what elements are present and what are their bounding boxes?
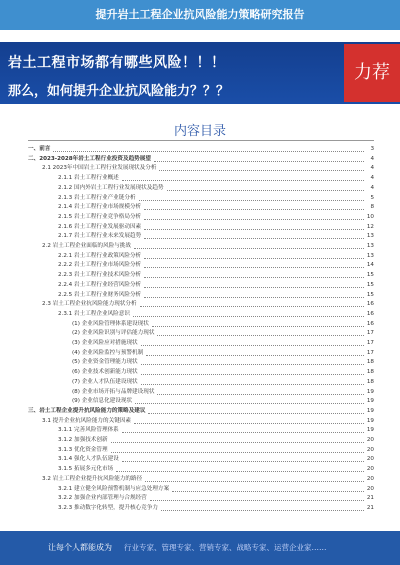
footer-slogan: 让每个人都能成为	[48, 543, 112, 552]
toc-leader-dots	[122, 432, 364, 433]
toc-entry[interactable]	[28, 407, 374, 416]
toc-entry[interactable]	[58, 310, 374, 319]
toc-entry[interactable]	[58, 203, 374, 212]
toc-leader-dots	[172, 491, 364, 492]
toc-entry-title: 2.2.4 岩土工程行业经营风险分析	[58, 281, 142, 288]
toc-entry[interactable]	[58, 504, 374, 513]
toc-entry[interactable]	[58, 494, 374, 503]
toc-entry-title: (2) 企业风险识别与评估能力现状	[72, 330, 155, 337]
toc-entry-title: 三、岩土工程企业提升抗风险能力的策略及建议	[28, 407, 146, 414]
toc-leader-dots	[134, 423, 364, 424]
toc-entry-title: 2.1.5 岩土工程行业竞争格局分析	[58, 213, 142, 220]
toc-leader-dots	[140, 306, 364, 307]
report-header-bar	[0, 0, 400, 30]
toc-entry-page: 20	[366, 466, 374, 473]
toc-entry-title: 3.2 岩土工程企业提升抗风险能力的路径	[42, 475, 143, 482]
toc-entry[interactable]	[58, 174, 374, 183]
toc-entry-title: (9) 企业信息化建设现状	[72, 398, 133, 405]
toc-leader-dots	[146, 355, 364, 356]
toc-entry[interactable]	[72, 378, 374, 387]
hero-subheadline: 那么，如何提升企业抗风险能力？？？	[8, 84, 230, 99]
toc-entry-page: 8	[370, 204, 374, 211]
toc-entry[interactable]	[72, 368, 374, 377]
toc-entry[interactable]	[58, 485, 374, 494]
toc-entry-title: (5) 企业资金管理能力现状	[72, 359, 138, 366]
toc-entry-title: 3.1.2 加强技术创新	[58, 437, 108, 443]
toc-leader-dots	[133, 316, 364, 317]
toc-entry[interactable]	[58, 281, 374, 290]
toc-leader-dots	[141, 374, 364, 375]
toc-entry[interactable]	[72, 320, 374, 329]
toc-leader-dots	[144, 267, 364, 268]
toc-entry-title: 2.2.3 岩土工程行业技术风险分析	[58, 272, 142, 279]
toc-entry[interactable]	[42, 242, 374, 251]
toc-entry[interactable]	[28, 145, 374, 154]
toc-entry-page: 12	[366, 223, 374, 230]
toc-entry-page: 3	[370, 146, 374, 152]
toc-entry-title: 2.1.1 岩土工程行业概述	[58, 175, 119, 182]
report-title: 提升岩土工程企业抗风险能力策略研究报告	[95, 8, 305, 21]
toc-entry-title: 2.1.7 岩土工程行业未来发展趋势	[58, 233, 142, 240]
toc-entry-page: 4	[370, 165, 374, 172]
toc-leader-dots	[144, 219, 364, 220]
toc-entry-title: 2.2.1 岩土工程行业政策风险分析	[58, 252, 142, 259]
hero-headline: 岩土工程市场都有哪些风险！！！	[8, 55, 226, 71]
toc-entry-title: 3.1.1 完善风险管理体系	[58, 427, 119, 434]
toc-entry-page: 10	[366, 213, 374, 220]
toc-entry[interactable]	[58, 252, 374, 261]
toc-leader-dots	[161, 510, 364, 511]
toc-entry-page: 18	[366, 378, 374, 385]
toc-leader-dots	[144, 229, 364, 230]
toc-entry[interactable]	[58, 465, 374, 474]
toc-entry-title: (4) 企业风险监控与预警机制	[72, 349, 144, 356]
toc-entry[interactable]	[72, 388, 374, 397]
toc-entry-page: 15	[366, 281, 374, 288]
toc-entry-page: 21	[366, 504, 374, 511]
toc-entry[interactable]	[58, 271, 374, 280]
toc-entry[interactable]	[72, 397, 374, 406]
toc-entry-page: 16	[366, 320, 374, 327]
toc-title: 内容目录	[173, 124, 226, 139]
toc-leader-dots	[135, 403, 364, 404]
toc-entry-title: (3) 企业风险应对措施现状	[72, 340, 138, 346]
toc-entry-page: 19	[366, 388, 374, 395]
toc-entry-page: 13	[366, 233, 374, 240]
toc-entry-title: (6) 企业技术创新能力现状	[72, 369, 138, 376]
toc-entry[interactable]	[72, 339, 374, 348]
toc-entry-title: 2.1.3 岩土工程行业产业链分析	[58, 194, 136, 201]
toc-leader-dots	[152, 326, 364, 327]
toc-leader-dots	[111, 442, 364, 443]
toc-entry[interactable]	[42, 417, 374, 426]
toc-entry-title: 2.2 岩土工程企业面临的风险与挑战	[42, 243, 131, 249]
toc-entry-page: 19	[366, 398, 374, 405]
toc-entry-page: 17	[366, 349, 374, 356]
toc-entry-title: (7) 企业人才队伍建设现状	[72, 378, 138, 385]
toc-leader-dots	[167, 190, 364, 191]
toc-leader-dots	[141, 364, 364, 365]
footer-roles: 行业专家、管理专家、营销专家、战略专家、运营企业家……	[124, 543, 327, 552]
toc-entry-title: 2.3.1 岩土工程企业风险意识	[58, 310, 130, 317]
toc-entry-page: 20	[366, 446, 374, 453]
toc-entry-title: 2.2.5 岩土工程行业财务风险分析	[58, 291, 142, 298]
toc-leader-dots	[144, 277, 364, 278]
toc-entry-page: 18	[366, 369, 374, 376]
toc-leader-dots	[141, 384, 364, 385]
toc-entry[interactable]	[58, 213, 374, 222]
toc-leader-dots	[139, 200, 364, 201]
toc-entry-page: 16	[366, 301, 374, 308]
toc-leader-dots	[122, 461, 364, 462]
toc-leader-dots	[144, 287, 364, 288]
toc-entry[interactable]	[42, 300, 374, 309]
toc-entry-title: 3.2.1 建立健全风险预警机制与应急处理方案	[58, 485, 170, 492]
toc-entry-page: 20	[366, 475, 374, 482]
toc-entry-page: 18	[366, 359, 374, 366]
toc-leader-dots	[122, 180, 364, 181]
toc-leader-dots	[144, 238, 364, 239]
toc-entry-page: 13	[366, 243, 374, 249]
table-of-contents	[28, 140, 374, 521]
toc-entry[interactable]	[72, 329, 374, 338]
toc-leader-dots	[116, 471, 364, 472]
toc-entry-title: 一、前言	[28, 146, 51, 152]
toc-entry-page: 4	[370, 155, 374, 162]
hero-banner	[0, 42, 400, 104]
toc-leader-dots	[134, 248, 364, 249]
toc-entry-title: 二、2023-2028年岩土工程行业投资及趋势展望	[28, 155, 151, 162]
toc-entry[interactable]	[58, 223, 374, 232]
toc-entry[interactable]	[58, 261, 374, 270]
toc-entry-title: 3.1.3 优化资金管理	[58, 446, 108, 453]
toc-leader-dots	[53, 151, 364, 152]
toc-entry-page: 4	[370, 184, 374, 191]
toc-entry[interactable]	[58, 184, 374, 193]
toc-entry-page: 14	[366, 262, 374, 269]
toc-entry-page: 21	[366, 495, 374, 502]
toc-entry-page: 4	[370, 175, 374, 182]
footer-banner	[0, 531, 400, 565]
toc-entry-title: 3.1.5 拓展多元化市场	[58, 466, 114, 473]
toc-entry-page: 15	[366, 291, 374, 298]
toc-entry-page: 5	[370, 194, 374, 201]
toc-entry-page: 20	[366, 437, 374, 443]
toc-entry[interactable]	[58, 446, 374, 455]
toc-entry-page: 19	[366, 417, 374, 424]
toc-entry-title: 2.1.6 岩土工程行业发展驱动因素	[58, 223, 142, 230]
toc-entry-page: 16	[366, 310, 374, 317]
toc-leader-dots	[154, 161, 364, 162]
toc-entry[interactable]	[42, 475, 374, 484]
toc-entry[interactable]	[72, 349, 374, 358]
toc-entry-title: 2.1.2 国内外岩土工程行业发展现状及趋势	[58, 184, 164, 191]
toc-entry[interactable]	[58, 194, 374, 203]
toc-entry-page: 17	[366, 340, 374, 346]
toc-entry-page: 15	[366, 272, 374, 279]
toc-leader-dots	[159, 170, 364, 171]
toc-entry[interactable]	[28, 155, 374, 164]
toc-entry-title: 3.1 提升企业抗风险能力的关键因素	[42, 417, 131, 424]
toc-entry[interactable]	[58, 455, 374, 464]
toc-leader-dots	[145, 481, 364, 482]
toc-leader-dots	[141, 345, 364, 346]
toc-entry-page: 17	[366, 330, 374, 337]
toc-entry-title: 3.2.3 推动数字化转型，提升核心竞争力	[58, 504, 158, 511]
toc-entry-page: 19	[366, 427, 374, 434]
toc-entry[interactable]	[58, 426, 374, 435]
toc-entry-title: 2.1 2023年中国岩土工程行业发展现状及分析	[42, 165, 157, 172]
toc-leader-dots	[144, 209, 364, 210]
toc-entry-page: 20	[366, 485, 374, 492]
toc-entry-page: 19	[366, 407, 374, 414]
toc-entry[interactable]	[72, 358, 374, 367]
toc-entry[interactable]	[42, 164, 374, 173]
toc-leader-dots	[150, 500, 364, 501]
toc-entry[interactable]	[58, 232, 374, 241]
recommend-badge: 力荐	[344, 44, 400, 102]
toc-leader-dots	[144, 258, 364, 259]
toc-entry-title: 2.2.2 岩土工程行业市场风险分析	[58, 262, 142, 269]
toc-entry[interactable]	[58, 291, 374, 300]
toc-entry-title: (8) 企业市场开拓与品牌建设现状	[72, 388, 155, 395]
toc-entry-title: 3.2.2 加强企业内部管理与合规经营	[58, 495, 147, 502]
toc-leader-dots	[111, 452, 364, 453]
toc-entry-title: 3.1.4 强化人才队伍建设	[58, 456, 119, 463]
toc-entry-title: (1) 企业风险管理体系建设现状	[72, 320, 149, 327]
toc-entry-title: 2.1.4 岩土工程行业市场规模分析	[58, 204, 142, 211]
toc-leader-dots	[148, 413, 364, 414]
toc-entry-page: 13	[366, 252, 374, 259]
toc-leader-dots	[144, 297, 364, 298]
toc-entry-title: 2.3 岩土工程企业抗风险能力现状分析	[42, 301, 137, 308]
toc-entry[interactable]	[58, 436, 374, 445]
toc-leader-dots	[157, 335, 364, 336]
toc-leader-dots	[157, 394, 364, 395]
toc-entry-page: 20	[366, 456, 374, 463]
